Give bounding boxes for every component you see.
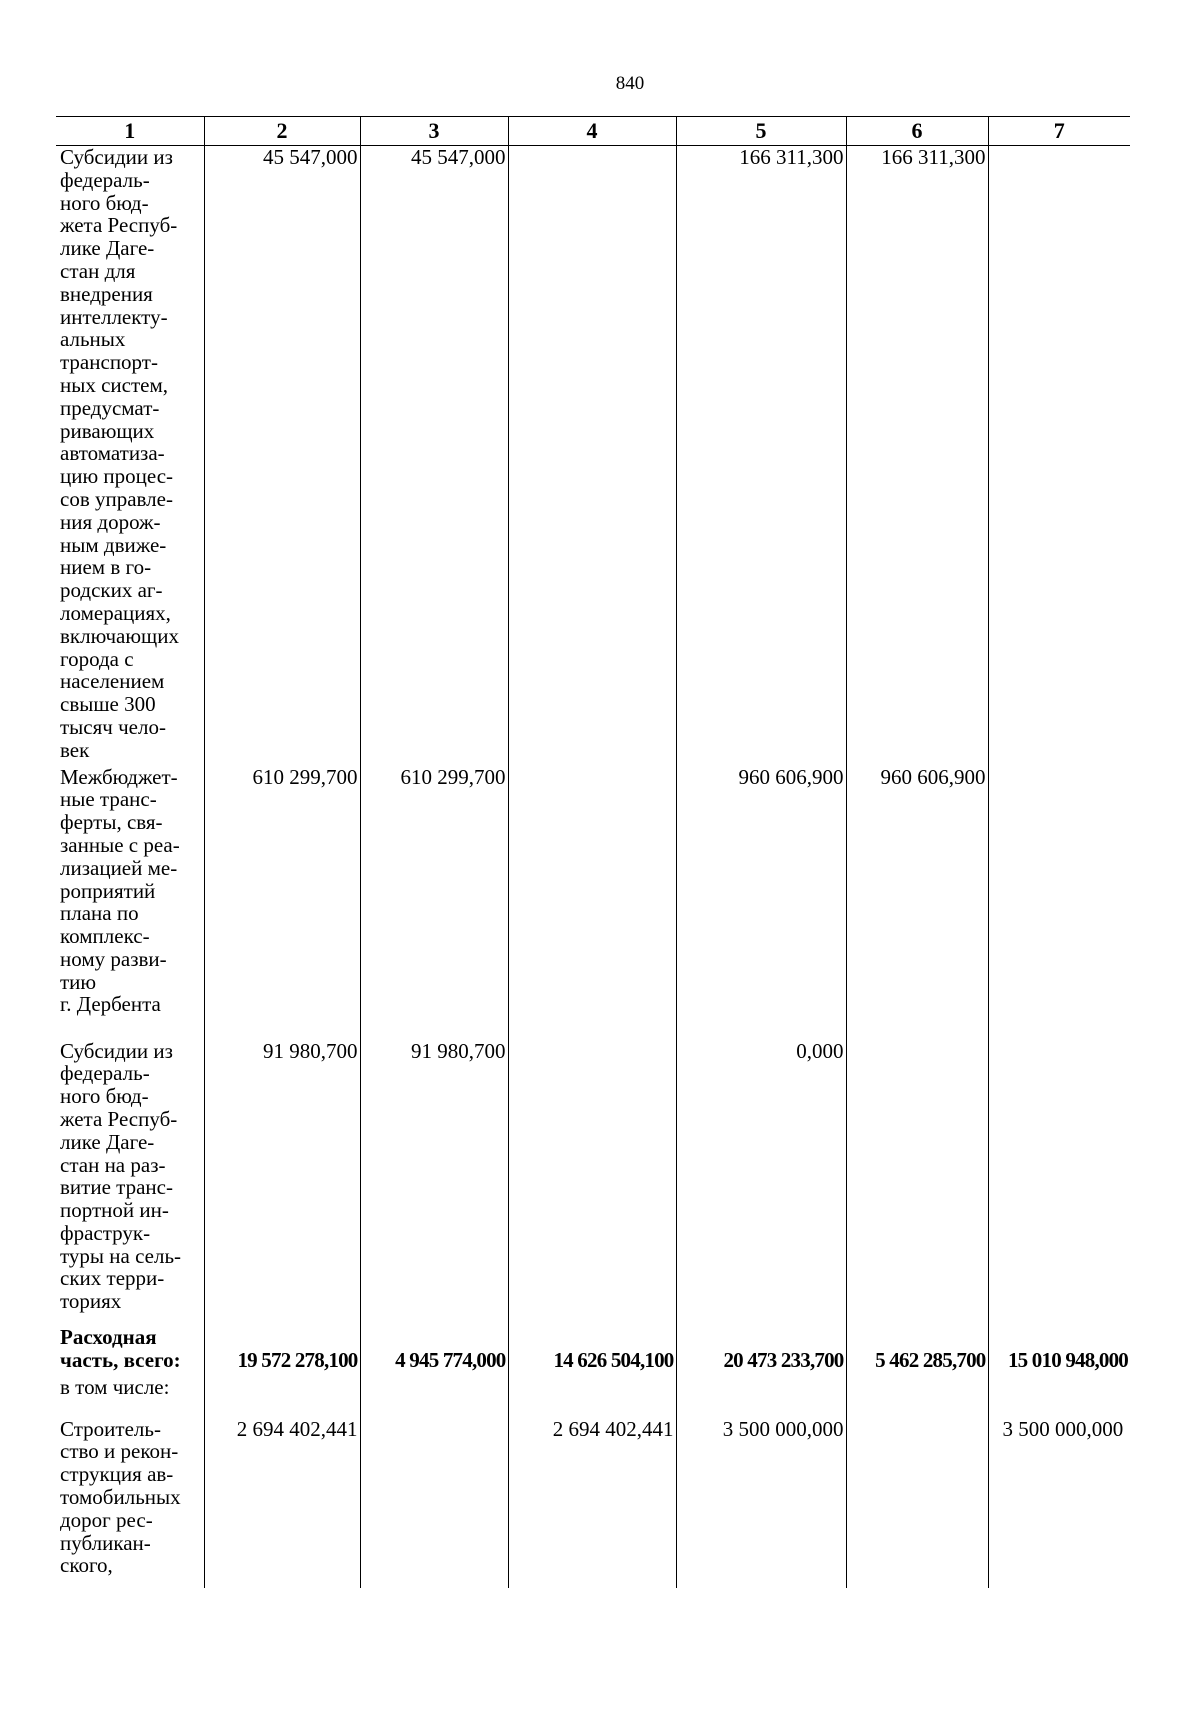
row-name-line: Субсидии из [60, 1038, 173, 1063]
value-cell-c3: 4 945 774,000 [360, 1320, 508, 1372]
row-name-line: ного бюд- [60, 1084, 149, 1109]
row-name-line: витие транс- [60, 1175, 173, 1200]
row-name-line: ломерациях, [60, 600, 171, 625]
value-cell-c3: 610 299,700 [360, 766, 508, 1036]
row-name-line: цию процес- [60, 464, 174, 489]
table-row [56, 1320, 1130, 1372]
row-name-cell [56, 1320, 204, 1372]
row-name-line: ского, [60, 1553, 113, 1578]
row-name-line: Межбюджет- [60, 764, 178, 789]
row-name-line: струкция ав- [60, 1462, 174, 1487]
row-name-line: ным движе- [60, 532, 167, 557]
value-cell-c2 [204, 1376, 360, 1414]
row-name-line: лике Даге- [60, 1129, 155, 1154]
value-cell-c6: 166 311,300 [846, 146, 988, 762]
value-cell-c4 [508, 146, 676, 762]
value-cell-c4 [508, 1040, 676, 1316]
row-name-line: ториях [60, 1289, 122, 1314]
value-cell-c5: 3 500 000,000 [676, 1418, 846, 1588]
row-name-line: сов управле- [60, 486, 173, 511]
row-name-line: занные с реа- [60, 832, 180, 857]
row-name-line: роприятий [60, 878, 156, 903]
row-name-line: лизацией ме- [60, 855, 178, 880]
page-number: 840 [615, 73, 645, 94]
row-name-line: транспорт- [60, 350, 158, 375]
value-cell-c6: 960 606,900 [846, 766, 988, 1036]
table-row [56, 766, 1130, 1036]
value-cell-c7 [988, 1376, 1130, 1414]
value-cell-c2: 19 572 278,100 [204, 1320, 360, 1372]
value-cell-c6 [846, 1376, 988, 1414]
value-cell-c2: 91 980,700 [204, 1040, 360, 1316]
row-name-line: города с [60, 646, 134, 671]
row-name-line: ство и рекон- [60, 1439, 179, 1464]
column-header: 1 [56, 117, 204, 146]
row-name-line: публикан- [60, 1530, 151, 1555]
value-cell-c7 [988, 146, 1130, 762]
row-name-line: ферты, свя- [60, 810, 163, 835]
value-cell-c3 [360, 1418, 508, 1588]
row-name-cell [56, 146, 204, 762]
value-cell-c2: 45 547,000 [204, 146, 360, 762]
row-name-line: Расходная [60, 1324, 157, 1349]
header-row [56, 117, 1130, 146]
row-name-line: жета Респуб- [60, 213, 178, 238]
row-name-line: ских терри- [60, 1266, 165, 1291]
row-name-line: фраструк- [60, 1220, 151, 1245]
value-cell-c3: 45 547,000 [360, 146, 508, 762]
value-cell-c6 [846, 1040, 988, 1316]
row-name-line: ных систем, [60, 372, 169, 397]
row-name-line: автоматиза- [60, 441, 165, 466]
row-name-line: свыше 300 [60, 692, 156, 717]
row-name-line: тию [60, 969, 97, 994]
table-row [56, 146, 1130, 762]
row-name-line: ному разви- [60, 946, 167, 971]
row-name-line: портной ин- [60, 1198, 169, 1223]
column-header: 6 [846, 117, 988, 146]
row-name-line: стан на раз- [60, 1152, 166, 1177]
value-cell-c4: 2 694 402,441 [508, 1418, 676, 1588]
table-row [56, 1040, 1130, 1316]
row-name-line: стан для [60, 258, 136, 283]
value-cell-c7: 15 010 948,000 [988, 1320, 1130, 1372]
row-name-line: век [60, 737, 90, 762]
row-name-line: родских аг- [60, 578, 163, 603]
value-cell-c7: 3 500 000,000 [988, 1418, 1130, 1588]
row-name-line: интеллекту- [60, 304, 168, 329]
value-cell-c7 [988, 766, 1130, 1036]
row-name-line: Субсидии из [60, 145, 173, 169]
row-name-line: г. Дербента [60, 992, 161, 1017]
value-cell-c5: 0,000 [676, 1040, 846, 1316]
table-row [56, 1418, 1130, 1588]
row-name-cell [56, 1040, 204, 1316]
value-cell-c4 [508, 1376, 676, 1414]
value-cell-c6 [846, 1418, 988, 1588]
value-cell-c4 [508, 766, 676, 1036]
row-name-line: комплекс- [60, 924, 150, 949]
budget-table [56, 116, 1130, 1588]
row-name-line: томобильных [60, 1484, 181, 1509]
row-name-line: часть, всего: [60, 1347, 181, 1372]
value-cell-c5: 960 606,900 [676, 766, 846, 1036]
row-name-line: плана по [60, 901, 139, 926]
value-cell-c5 [676, 1376, 846, 1414]
row-name-line: включающих [60, 623, 179, 648]
value-cell-c2: 610 299,700 [204, 766, 360, 1036]
row-name-line: ния дорож- [60, 509, 161, 534]
row-name-line: альных [60, 327, 126, 352]
column-header: 4 [508, 117, 676, 146]
row-name-line: лике Даге- [60, 236, 155, 261]
row-name-line: населением [60, 669, 165, 694]
value-cell-c5: 166 311,300 [676, 146, 846, 762]
row-name-line: федераль- [60, 1061, 150, 1086]
row-name-line: внедрения [60, 281, 153, 306]
row-name-cell [56, 1376, 204, 1414]
row-name-line: жета Респуб- [60, 1106, 178, 1131]
row-name-line: ривающих [60, 418, 155, 443]
value-cell-c3: 91 980,700 [360, 1040, 508, 1316]
column-header: 7 [988, 117, 1130, 146]
value-cell-c7 [988, 1040, 1130, 1316]
value-cell-c4: 14 626 504,100 [508, 1320, 676, 1372]
column-header: 2 [204, 117, 360, 146]
row-name-cell [56, 766, 204, 1036]
column-header: 3 [360, 117, 508, 146]
row-name-line: туры на сель- [60, 1243, 182, 1268]
table-row [56, 1376, 1130, 1414]
value-cell-c5: 20 473 233,700 [676, 1320, 846, 1372]
row-name-line: дорог рес- [60, 1507, 153, 1532]
row-name-line: федераль- [60, 167, 150, 192]
value-cell-c2: 2 694 402,441 [204, 1418, 360, 1588]
row-name-line: ного бюд- [60, 190, 149, 215]
row-name-line: предусмат- [60, 395, 160, 420]
row-name-line: в том числе: [60, 1374, 170, 1399]
row-name-line: ные транс- [60, 787, 157, 812]
row-name-line: тысяч чело- [60, 714, 166, 739]
column-header: 5 [676, 117, 846, 146]
row-name-line: нием в го- [60, 555, 152, 580]
row-name-line: Строитель- [60, 1416, 161, 1441]
row-name-cell [56, 1418, 204, 1588]
value-cell-c6: 5 462 285,700 [846, 1320, 988, 1372]
value-cell-c3 [360, 1376, 508, 1414]
